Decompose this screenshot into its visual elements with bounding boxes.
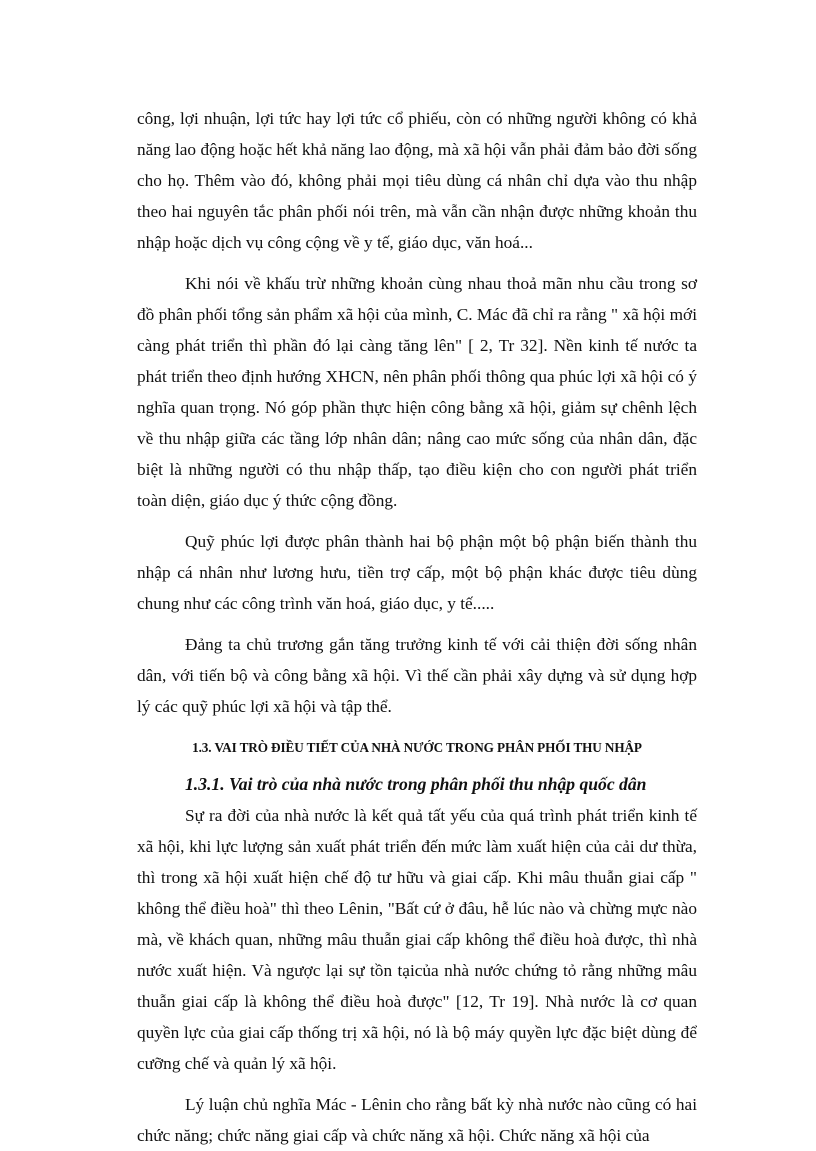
subsection-heading: 1.3.1. Vai trò của nhà nước trong phân phối thu nhập quốc dân [185, 774, 647, 794]
paragraph-3: Quỹ phúc lợi được phân thành hai bộ phận một bộ phận biến thành thu nhập cá nhân như lương hưu, tiền trợ cấp, một bộ phận khác được tiêu dùng chung như các công trình văn hoá, giáo dục, y tế..... [137, 532, 697, 613]
paragraph-1: công, lợi nhuận, lợi tức hay lợi tức cổ phiếu, còn có những người không có khả năng lao động hoặc hết khả năng lao động, mà xã hội vẫn phải đảm bảo đời sống cho họ. Thêm vào đó, không phải mọi tiêu dùng cá nhân chỉ dựa vào thu nhập theo hai nguyên tắc phân phối nói trên, mà vẫn cần nhận được những khoản thu nhập hoặc dịch vụ công cộng về y tế, giáo dục, văn hoá... [137, 109, 697, 252]
paragraph-4: Đảng ta chủ trương gắn tăng trưởng kinh tế với cải thiện đời sống nhân dân, với tiến bộ và công bằng xã hội. Vì thế cần phải xây dựng và sử dụng hợp lý các quỹ phúc lợi xã hội và tập thể. [137, 635, 697, 716]
document-body [137, 103, 697, 1151]
paragraph-2: Khi nói về khấu trừ những khoản cùng nhau thoả mãn nhu cầu trong sơ đồ phân phối tổng sản phẩm xã hội của mình, C. Mác đã chỉ ra rằng " xã hội mới càng phát triển thì phần đó lại càng tăng lên" [ 2, Tr 32]. Nền kinh tế nước ta phát triển theo định hướng XHCN, nên phân phối thông qua phúc lợi xã hội có ý nghĩa quan trọng. Nó góp phần thực hiện công bằng xã hội, giảm sự chênh lệch về thu nhập giữa các tầng lớp nhân dân; nâng cao mức sống của nhân dân, đặc biệt là những người có thu nhập thấp, tạo điều kiện cho con người phát triển toàn diện, giáo dục ý thức cộng đồng. [137, 274, 697, 510]
section-heading: 1.3. VAI TRÒ ĐIỀU TIẾT CỦA NHÀ NƯỚC TRONG PHÂN PHỐI THU NHẬP [192, 740, 642, 755]
paragraph-5: Sự ra đời của nhà nước là kết quả tất yếu của quá trình phát triển kinh tế xã hội, khi lực lượng sản xuất phát triển đến mức làm xuất hiện của cải dư thừa, thì trong xã hội xuất hiện chế độ tư hữu và giai cấp. Khi mâu thuẫn giai cấp " không thể điều hoà" thì theo Lênin, "Bất cứ ở đâu, hễ lúc nào và chừng mực nào mà, về khách quan, những mâu thuẫn giai cấp không thể điều hoà được, thì nhà nước xuất hiện. Và ngược lại sự tồn tạicủa nhà nước chứng tỏ rằng những mâu thuẫn giai cấp là không thể điều hoà được" [12, Tr 19]. Nhà nước là cơ quan quyền lực của giai cấp thống trị xã hội, nó là bộ máy quyền lực đặc biệt dùng để cưỡng chế và quản lý xã hội. [137, 806, 697, 1073]
paragraph-6: Lý luận chủ nghĩa Mác - Lênin cho rằng bất kỳ nhà nước nào cũng có hai chức năng; chức năng giai cấp và chức năng xã hội. Chức năng xã hội của [137, 1095, 697, 1145]
